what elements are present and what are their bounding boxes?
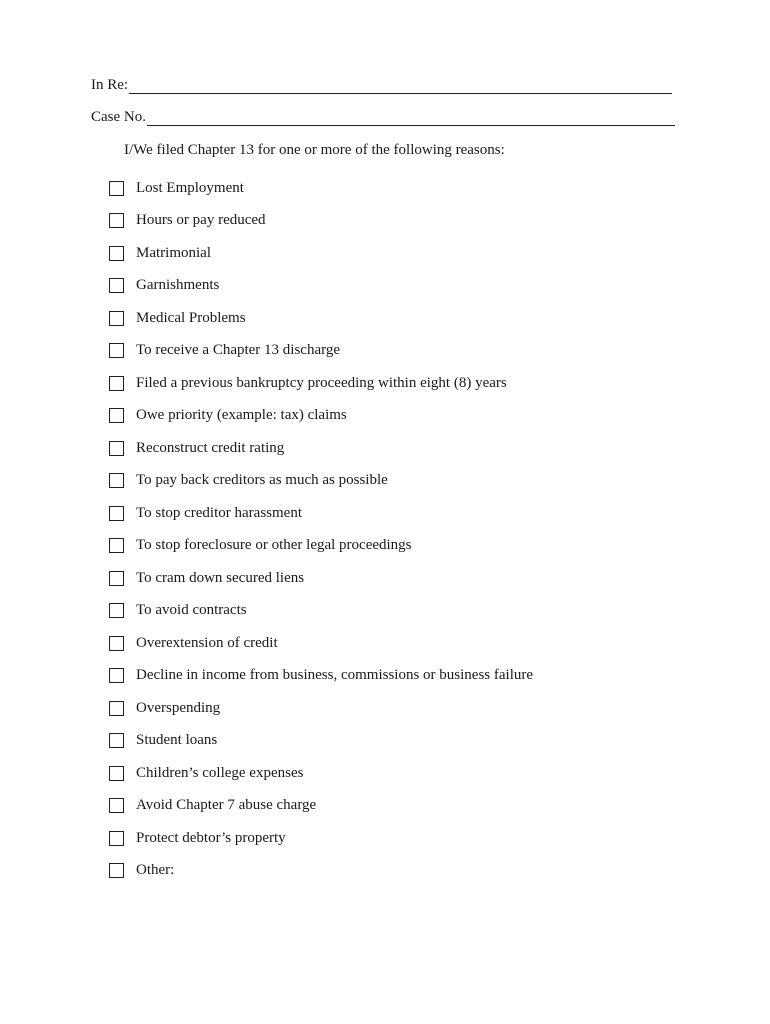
checkbox[interactable] <box>109 278 124 293</box>
reason-label: Owe priority (example: tax) claims <box>136 407 347 424</box>
reason-item[interactable] <box>109 790 533 823</box>
in-re-label: In Re: <box>91 77 129 93</box>
checkbox[interactable] <box>109 376 124 391</box>
reason-item[interactable] <box>109 367 533 400</box>
checkbox[interactable] <box>109 181 124 196</box>
checkbox[interactable] <box>109 798 124 813</box>
reason-label: Matrimonial <box>136 244 211 261</box>
reason-item[interactable] <box>109 172 533 205</box>
reason-item[interactable] <box>109 465 533 498</box>
checkbox[interactable] <box>109 863 124 878</box>
checkbox[interactable] <box>109 571 124 586</box>
checkbox[interactable] <box>109 603 124 618</box>
checkbox[interactable] <box>109 473 124 488</box>
reason-item[interactable] <box>109 205 533 238</box>
reason-label: Children’s college expenses <box>136 764 304 781</box>
reason-item[interactable] <box>109 660 533 693</box>
checkbox[interactable] <box>109 311 124 326</box>
in-re-field <box>91 76 672 94</box>
reason-label: Reconstruct credit rating <box>136 439 285 456</box>
reason-label: Garnishments <box>136 277 220 294</box>
reason-item[interactable] <box>109 237 533 270</box>
reason-label: To stop creditor harassment <box>136 504 302 521</box>
checkbox[interactable] <box>109 506 124 521</box>
reason-item[interactable] <box>109 627 533 660</box>
case-number-field <box>91 108 675 126</box>
reason-item[interactable] <box>109 432 533 465</box>
reason-item[interactable] <box>109 855 533 888</box>
reason-item[interactable] <box>109 757 533 790</box>
reason-item[interactable] <box>109 530 533 563</box>
reason-item[interactable] <box>109 302 533 335</box>
reason-label: Avoid Chapter 7 abuse charge <box>136 797 317 814</box>
checkbox[interactable] <box>109 441 124 456</box>
checkbox[interactable] <box>109 213 124 228</box>
checkbox[interactable] <box>109 733 124 748</box>
reason-label: Overspending <box>136 699 221 716</box>
checkbox[interactable] <box>109 343 124 358</box>
intro-statement: I/We filed Chapter 13 for one or more of the following reasons: <box>124 142 505 158</box>
reason-label: To receive a Chapter 13 discharge <box>136 342 341 359</box>
reason-item[interactable] <box>109 497 533 530</box>
reason-item[interactable] <box>109 562 533 595</box>
reason-label: Hours or pay reduced <box>136 212 266 229</box>
reason-label: Decline in income from business, commissions or business failure <box>136 667 534 684</box>
reason-label: Filed a previous bankruptcy proceeding within eight (8) years <box>136 374 507 391</box>
reasons-checklist <box>109 172 533 887</box>
reason-item[interactable] <box>109 270 533 303</box>
reason-label: Medical Problems <box>136 309 246 326</box>
checkbox[interactable] <box>109 766 124 781</box>
in-re-input-line[interactable] <box>129 79 672 94</box>
reason-item[interactable] <box>109 822 533 855</box>
reason-label: To avoid contracts <box>136 602 247 619</box>
case-number-label: Case No. <box>91 109 146 125</box>
reason-label: Overextension of credit <box>136 634 278 651</box>
checkbox[interactable] <box>109 636 124 651</box>
reason-label: To stop foreclosure or other legal proceedings <box>136 537 412 554</box>
checkbox[interactable] <box>109 831 124 846</box>
reason-label: To pay back creditors as much as possible <box>136 472 388 489</box>
reason-item[interactable] <box>109 692 533 725</box>
reason-item[interactable] <box>109 335 533 368</box>
checkbox[interactable] <box>109 538 124 553</box>
case-number-input-line[interactable] <box>147 111 675 126</box>
reason-item[interactable] <box>109 595 533 628</box>
reason-item[interactable] <box>109 725 533 758</box>
checkbox[interactable] <box>109 246 124 261</box>
reason-label: Protect debtor’s property <box>136 829 286 846</box>
reason-label: Other: <box>136 862 175 879</box>
reason-label: To cram down secured liens <box>136 569 305 586</box>
checkbox[interactable] <box>109 668 124 683</box>
reason-label: Lost Employment <box>136 179 244 196</box>
reason-item[interactable] <box>109 400 533 433</box>
checkbox[interactable] <box>109 408 124 423</box>
checkbox[interactable] <box>109 701 124 716</box>
reason-label: Student loans <box>136 732 218 749</box>
